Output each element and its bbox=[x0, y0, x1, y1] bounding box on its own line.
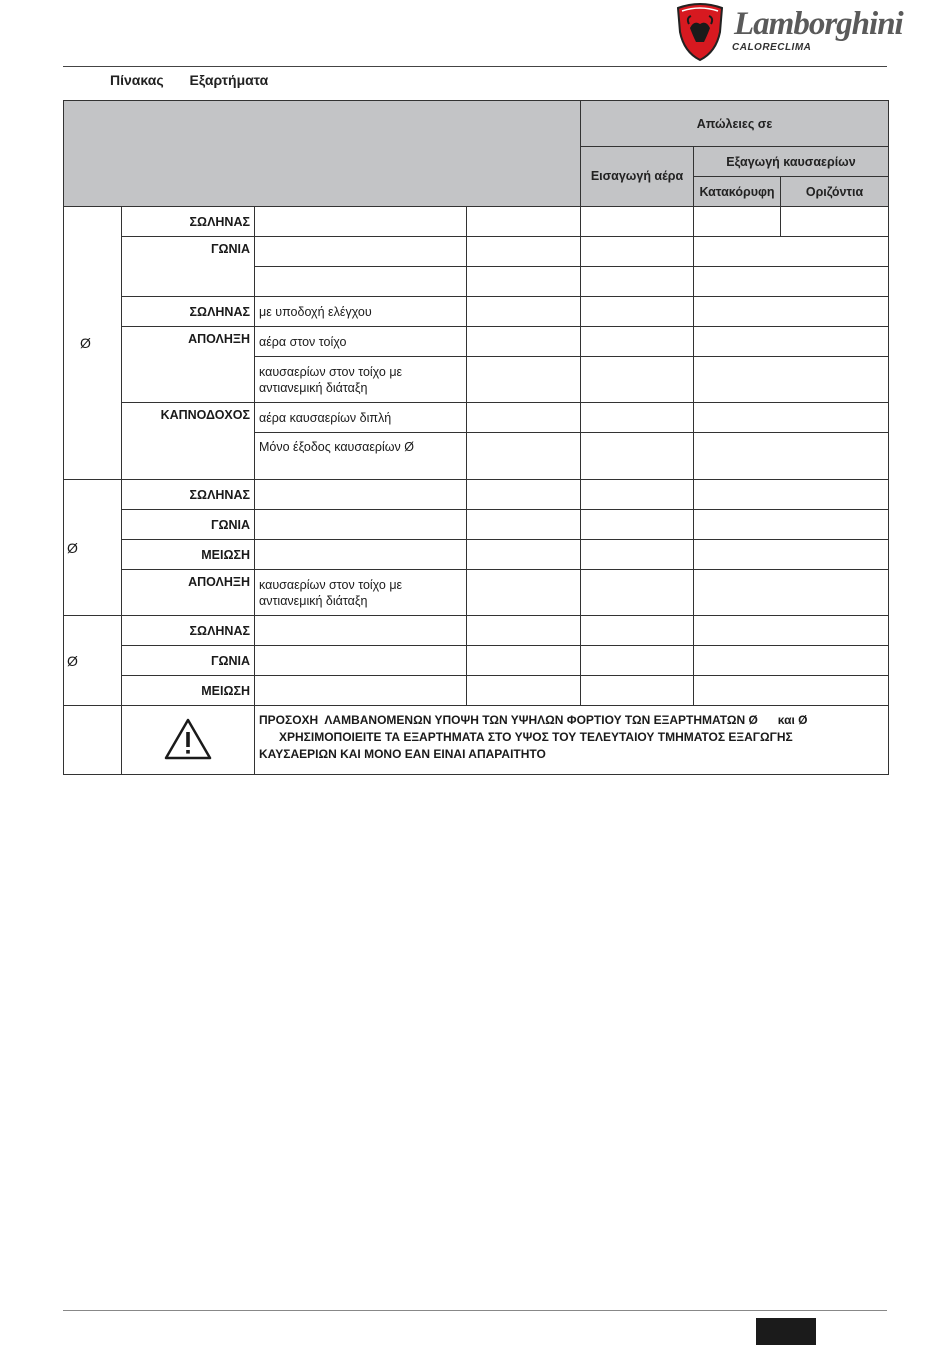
bottom-rule bbox=[63, 1310, 887, 1311]
warning-triangle-icon bbox=[163, 717, 213, 761]
table-row bbox=[64, 297, 889, 327]
item-desc bbox=[255, 510, 467, 540]
air-inlet-cell bbox=[581, 357, 694, 403]
value-cell bbox=[467, 646, 581, 676]
value-cell bbox=[467, 357, 581, 403]
value-cell bbox=[467, 403, 581, 433]
table-row bbox=[64, 207, 889, 237]
air-inlet-cell bbox=[581, 676, 694, 706]
group-3-symbol: Ø bbox=[64, 616, 122, 706]
brand-name: Lamborghini bbox=[734, 6, 903, 42]
item-name: ΣΩΛΗΝΑΣ bbox=[122, 616, 255, 646]
warning-row bbox=[64, 706, 889, 775]
header-flue-outlet: Εξαγωγή καυσαερίων bbox=[694, 147, 889, 177]
flue-outlet-cell bbox=[694, 540, 889, 570]
flue-outlet-cell bbox=[694, 357, 889, 403]
item-desc bbox=[255, 646, 467, 676]
brand-sub: CALORECLIMA bbox=[732, 42, 812, 53]
vertical-cell bbox=[694, 207, 781, 237]
header-blank bbox=[64, 101, 581, 207]
value-cell bbox=[467, 267, 581, 297]
header-horizontal: Οριζόντια bbox=[781, 177, 889, 207]
header-losses: Απώλειες σε bbox=[581, 101, 889, 147]
value-cell bbox=[467, 480, 581, 510]
warning-line-2: ΧΡΗΣΙΜΟΠΟΙΕΙΤΕ ΤΑ ΕΞΑΡΤΗΜΑΤΑ ΣΤΟ ΥΨΟΣ ΤΟΥ ΤΕΛΕΥΤΑΙΟΥ ΤΜΗΜΑΤΟΣ ΕΞΑΓΩΓΗΣ bbox=[259, 730, 793, 744]
flue-outlet-cell bbox=[694, 433, 889, 480]
brand-logo bbox=[672, 2, 903, 64]
value-cell bbox=[467, 297, 581, 327]
air-inlet-cell bbox=[581, 297, 694, 327]
air-inlet-cell bbox=[581, 237, 694, 267]
table-row bbox=[64, 540, 889, 570]
table-row bbox=[64, 237, 889, 267]
item-name: ΣΩΛΗΝΑΣ bbox=[122, 207, 255, 237]
table-row bbox=[64, 510, 889, 540]
value-cell bbox=[467, 207, 581, 237]
header-air-inlet: Εισαγωγή αέρα bbox=[581, 147, 694, 207]
value-cell bbox=[467, 570, 581, 616]
flue-outlet-cell bbox=[694, 510, 889, 540]
warning-icon-cell bbox=[122, 706, 255, 775]
caption-label: Πίνακας bbox=[110, 72, 164, 88]
page-number-box bbox=[756, 1318, 816, 1345]
table-caption bbox=[110, 72, 290, 88]
air-inlet-cell bbox=[581, 433, 694, 480]
item-desc bbox=[255, 616, 467, 646]
table-row bbox=[64, 570, 889, 616]
table-row bbox=[64, 327, 889, 357]
item-desc bbox=[255, 237, 467, 267]
air-inlet-cell bbox=[581, 480, 694, 510]
item-desc bbox=[255, 207, 467, 237]
group-1-symbol: Ø bbox=[64, 207, 122, 480]
warning-text bbox=[255, 706, 889, 775]
warning-line-1: ΠΡΟΣΟΧΗ ΛΑΜΒΑΝΟΜΕΝΩΝ ΥΠΟΨΗ ΤΩΝ ΥΨΗΛΩΝ ΦΟΡΤΙΟΥ ΤΩΝ ΕΞΑΡΤΗΜΑΤΩΝ Ø και Ø bbox=[259, 713, 808, 727]
value-cell bbox=[467, 616, 581, 646]
flue-outlet-cell bbox=[694, 327, 889, 357]
value-cell bbox=[467, 676, 581, 706]
table-row bbox=[64, 403, 889, 433]
air-inlet-cell bbox=[581, 646, 694, 676]
top-rule bbox=[63, 66, 887, 67]
horizontal-cell bbox=[781, 207, 889, 237]
value-cell bbox=[467, 510, 581, 540]
item-desc: αέρα στον τοίχο bbox=[255, 327, 467, 357]
value-cell bbox=[467, 433, 581, 480]
table-row bbox=[64, 646, 889, 676]
value-cell bbox=[467, 540, 581, 570]
table-row bbox=[64, 676, 889, 706]
item-desc bbox=[255, 267, 467, 297]
item-name: ΓΩΝΙΑ bbox=[122, 237, 255, 297]
group-2-symbol: Ø bbox=[64, 480, 122, 616]
item-desc: με υποδοχή ελέγχου bbox=[255, 297, 467, 327]
item-desc: αέρα καυσαερίων διπλή bbox=[255, 403, 467, 433]
air-inlet-cell bbox=[581, 267, 694, 297]
air-inlet-cell bbox=[581, 540, 694, 570]
flue-outlet-cell bbox=[694, 616, 889, 646]
item-desc: καυσαερίων στον τοίχο με αντιανεμική διάταξη bbox=[255, 570, 467, 616]
flue-outlet-cell bbox=[694, 570, 889, 616]
flue-outlet-cell bbox=[694, 297, 889, 327]
bull-shield-icon bbox=[674, 2, 726, 62]
air-inlet-cell bbox=[581, 327, 694, 357]
item-desc bbox=[255, 676, 467, 706]
accessories-table bbox=[63, 100, 889, 775]
table-row bbox=[64, 616, 889, 646]
item-name: ΓΩΝΙΑ bbox=[122, 646, 255, 676]
flue-outlet-cell bbox=[694, 646, 889, 676]
caption-title: Εξαρτήματα bbox=[189, 72, 269, 88]
item-name: ΜΕΙΩΣΗ bbox=[122, 676, 255, 706]
flue-outlet-cell bbox=[694, 676, 889, 706]
flue-outlet-cell bbox=[694, 403, 889, 433]
flue-outlet-cell bbox=[694, 267, 889, 297]
flue-outlet-cell bbox=[694, 480, 889, 510]
air-inlet-cell bbox=[581, 207, 694, 237]
item-name: ΓΩΝΙΑ bbox=[122, 510, 255, 540]
item-name: ΣΩΛΗΝΑΣ bbox=[122, 297, 255, 327]
air-inlet-cell bbox=[581, 570, 694, 616]
item-desc bbox=[255, 480, 467, 510]
flue-outlet-cell bbox=[694, 237, 889, 267]
item-desc: καυσαερίων στον τοίχο με αντιανεμική διάταξη bbox=[255, 357, 467, 403]
value-cell bbox=[467, 237, 581, 267]
item-name: ΜΕΙΩΣΗ bbox=[122, 540, 255, 570]
item-name: ΑΠΟΛΗΞΗ bbox=[122, 327, 255, 403]
header-vertical: Κατακόρυφη bbox=[694, 177, 781, 207]
item-desc: Μόνο έξοδος καυσαερίων Ø bbox=[255, 433, 467, 480]
item-desc bbox=[255, 540, 467, 570]
warning-line-3: ΚΑΥΣΑΕΡΙΩΝ ΚΑΙ ΜΟΝΟ ΕΑΝ ΕΙΝΑΙ ΑΠΑΡΑΙΤΗΤΟ bbox=[259, 747, 546, 761]
item-name: ΣΩΛΗΝΑΣ bbox=[122, 480, 255, 510]
air-inlet-cell bbox=[581, 616, 694, 646]
warning-blank bbox=[64, 706, 122, 775]
header-row-1 bbox=[64, 101, 889, 147]
item-name: ΚΑΠΝΟΔΟΧΟΣ bbox=[122, 403, 255, 480]
table-row bbox=[64, 480, 889, 510]
air-inlet-cell bbox=[581, 403, 694, 433]
value-cell bbox=[467, 327, 581, 357]
air-inlet-cell bbox=[581, 510, 694, 540]
item-name: ΑΠΟΛΗΞΗ bbox=[122, 570, 255, 616]
